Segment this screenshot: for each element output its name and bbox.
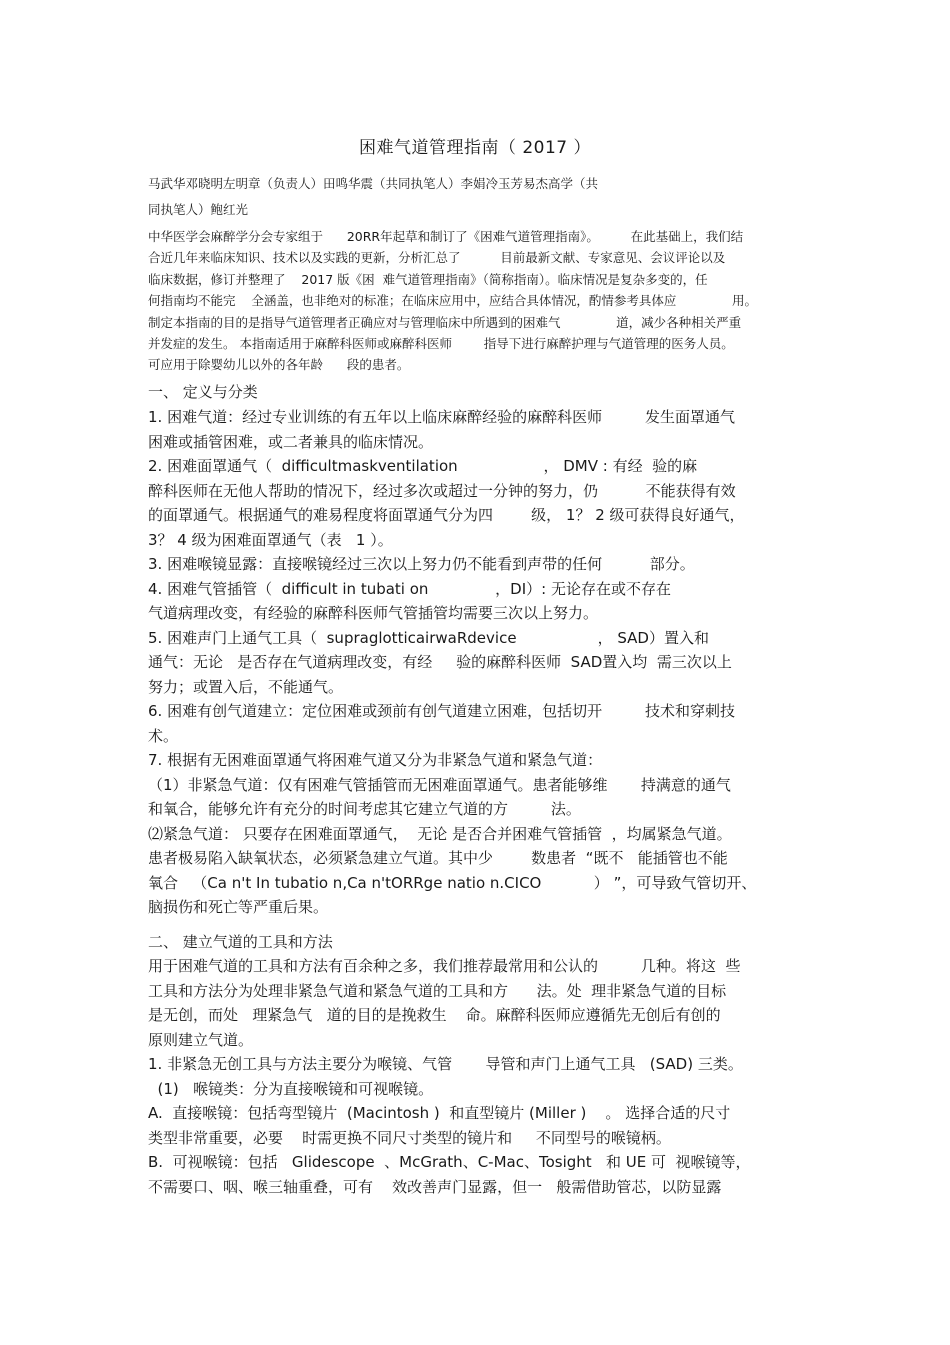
body-line: 术。 [148,726,179,745]
body-line: B. 可视喉镜：包括 Glidescope 、McGrath、C-Mac、Tosight 和 UE 可 视喉镜等， [148,1153,751,1171]
body-line: 努力；或置入后，不能通气。 [148,677,344,696]
body-line: 7. 根据有无困难面罩通气将困难气道又分为非紧急气道和紧急气道： [148,751,603,769]
body-line: (1) 喉镜类：分为直接喉镜和可视喉镜。 [148,1079,434,1098]
body-line: 6. 困难有创气道建立：定位困难或颈前有创气道建立困难，包括切开 技术和穿刺技 [148,702,735,720]
body-line: 类型非常重要，必要 时需更换不同尺寸类型的镜片和 不同型号的喉镜柄。 [148,1128,671,1147]
section-heading-definitions: 一、 定义与分类 [148,383,258,401]
document-title: 困难气道管理指南（ 2017 ） [358,138,592,158]
body-line: 不需要口、咽、喉三轴重叠，可有 效改善声门显露，但一 般需借助管芯，以防显露 [148,1177,722,1196]
intro-line: 制定本指南的目的是指导气道管理者正确应对与管理临床中所遇到的困难气 道，减少各种相关严重 [148,314,742,330]
body-line: 醉科医师在无他人帮助的情况下，经过多次或超过一分钟的努力，仍 不能获得有效 [148,481,736,500]
body-line: 气道病理改变，有经验的麻醉科医师气管插管均需要三次以上努力。 [148,604,599,622]
body-line: 是无创，而处 理紧急气 道的目的是挽救生 命。麻醉科医师应遵循先无创后有创的 [148,1006,721,1024]
body-line: ⑵紧急气道： 只要存在困难面罩通气， 无论 是否合并困难气管插管 ，均属紧急气道。 [148,824,732,843]
intro-line: 并发症的发生。 本指南适用于麻醉科医师或麻醉科医师 指导下进行麻醉护理与气道管理的医务人员。 [148,336,734,352]
body-line: 1. 困难气道：经过专业训练的有五年以上临床麻醉经验的麻醉科医师 发生面罩通气 [148,408,735,426]
body-line: 2. 困难面罩通气（ difficultmaskventilation ， DMV : 有经 验的麻 [148,457,698,475]
section-tools-body [148,954,808,1199]
body-line: 患者极易陷入缺氧状态，必须紧急建立气道。其中少 数患者 “既不 能插管也不能 [148,849,728,867]
body-line: 工具和方法分为处理非紧急气道和紧急气道的工具和方 法。处 理非紧急气道的目标 [148,981,727,1000]
body-line: A. 直接喉镜：包括弯型镜片 (Macintosh ) 和直型镜片 (Miller ) 。 选择合适的尺寸 [148,1104,731,1122]
intro-line: 何指南均不能完 全涵盖，也非绝对的标准；在临床应用中，应结合具体情况，酌情参考具体应 用。 [148,293,758,309]
intro-line: 可应用于除婴幼儿以外的各年龄 段的患者。 [148,357,410,373]
body-line: 的面罩通气。根据通气的难易程度将面罩通气分为四 级， 1？ 2 级可获得良好通气， [148,506,745,524]
body-line: 困难或插管困难，或二者兼具的临床情况。 [148,432,434,451]
intro-line: 合近几年来临床知识、技术以及实践的更新，分析汇总了 目前最新文献、专家意见、会议评论以及 [148,250,726,266]
body-line: 通气：无论 是否存在气道病理改变，有经 验的麻醉科医师 SAD置入均 需三次以上 [148,653,732,671]
intro-line: 临床数据，修订并整理了 2017 版《困 难气道管理指南》（简称指南）。临床情况是复杂多变的，任 [148,271,708,287]
body-line: 氧合 （Ca n't In tubatio n,Ca n'tORRge natio n.CICO ） ”，可导致气管切开、 [148,873,757,892]
authors-line-1: 马武华邓晓明左明章（负责人）田鸣华震（共同执笔人）李娟冷玉芳易杰高学（共 [148,176,599,191]
body-line: （1）非紧急气道：仅有困难气管插管而无困难面罩通气。患者能够维 持满意的通气 [148,775,731,794]
body-line: 3. 困难喉镜显露：直接喉镜经过三次以上努力仍不能看到声带的任何 部分。 [148,555,695,573]
authors-line-2: 同执笔人）鲍红光 [148,202,249,217]
body-line: 4. 困难气管插管（ difficult in tubati on ，DI）: 无论存在或不存在 [148,579,671,598]
body-line: 和氧合，能够允许有充分的时间考虑其它建立气道的方 法。 [148,800,581,818]
body-line: 5. 困难声门上通气工具（ supraglotticairwaRdevice ， SAD）置入和 [148,628,709,647]
intro-line: 中华医学会麻醉学分会专家组于 20RR年起草和制订了《困难气道管理指南》。 在此基础上，我们结 [148,229,744,244]
intro-paragraph [148,226,808,376]
body-line: 原则建立气道。 [148,1030,254,1049]
body-line: 3？ 4 级为困难面罩通气（表 1 ）。 [148,530,393,549]
body-line: 脑损伤和死亡等严重后果。 [148,898,329,916]
body-line: 1. 非紧急无创工具与方法主要分为喉镜、气管 导管和声门上通气工具 (SAD) 三类。 [148,1055,743,1073]
section-definitions-body [148,405,808,920]
body-line: 用于困难气道的工具和方法有百余种之多，我们推荐最常用和公认的 几种。将这 些 [148,957,741,975]
section-heading-tools: 二、 建立气道的工具和方法 [148,933,333,951]
